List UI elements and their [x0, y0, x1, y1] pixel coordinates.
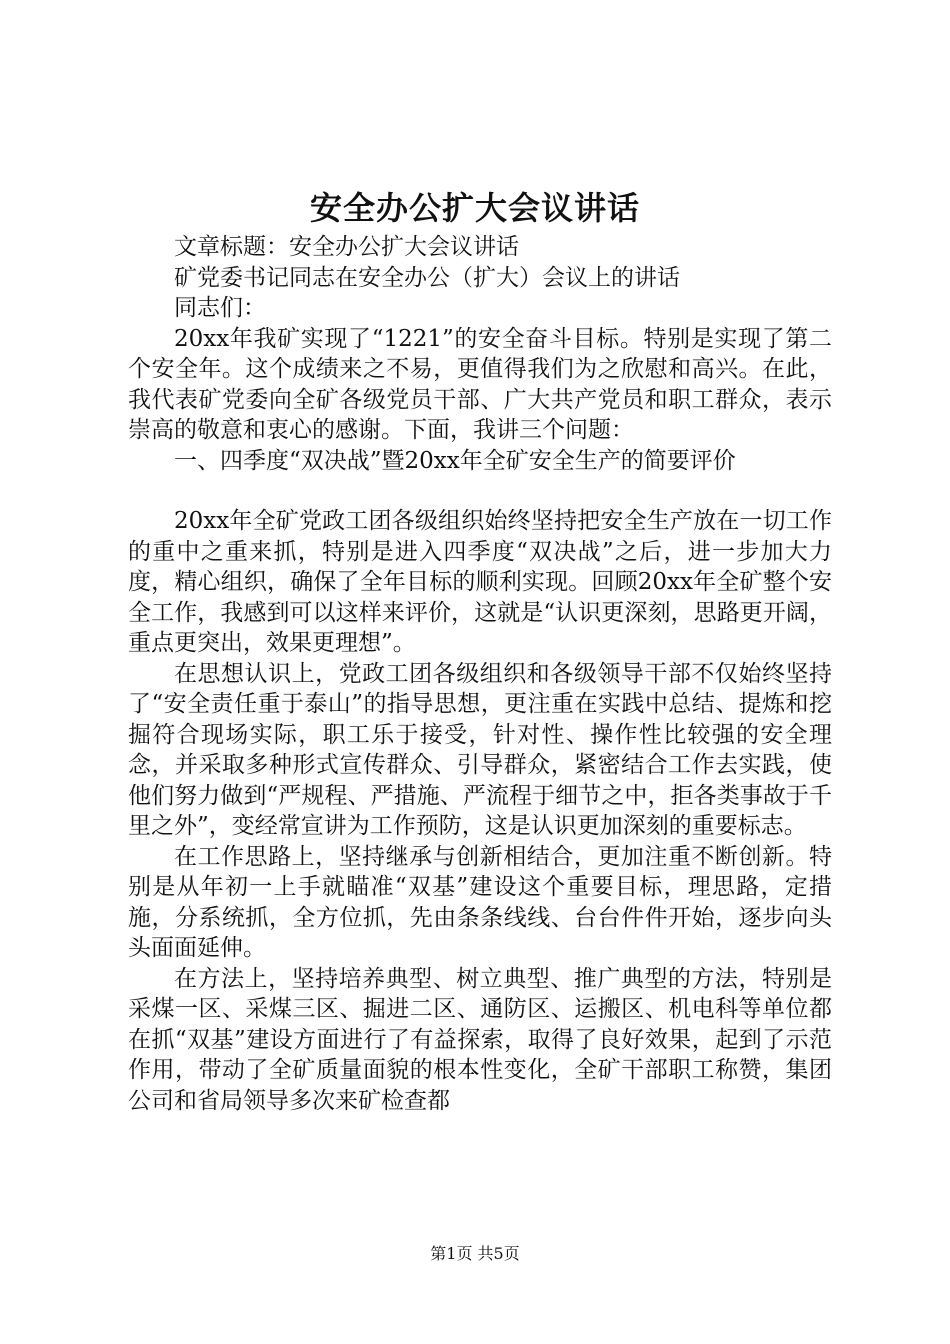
paragraph: 20xx年全矿党政工团各级组织始终坚持把安全生产放在一切工作的重中之重来抓，特别是进入四季度“双决战”之后，进一步加大力度，精心组织，确保了全年目标的顺利实现。回顾20xx年全矿整个安全工作，我感到可以这样来评价，这就是“认识更深刻，思路更开阔，重点更突出，效果更理想”。 [128, 508, 832, 656]
document-title: 安全办公扩大会议讲话 [309, 189, 640, 227]
document-body [128, 232, 832, 1116]
speech-subtitle: 矿党委书记同志在安全办公（扩大）会议上的讲话 [174, 264, 680, 291]
article-title-line: 文章标题：安全办公扩大会议讲话 [174, 234, 519, 260]
paragraph: 在思想认识上，党政工团各级组织和各级领导干部不仅始终坚持了“安全责任重于泰山”的指导思想，更注重在实践中总结、提炼和挖掘符合现场实际，职工乐于接受，针对性、操作性比较强的安全理念，并采取多种形式宣传群众、引导群众，紧密结合工作去实践，使他们努力做到“严规程、严措施、严流程于细节之中，拒各类事故于千里之外”，变经常宣讲为工作预防，这是认识更加深刻的重要标志。 [128, 660, 832, 839]
paragraph: 20xx年我矿实现了“1221”的安全奋斗目标。特别是实现了第二个安全年。这个成绩来之不易，更值得我们为之欣慰和高兴。在此，我代表矿党委向全矿各级党员干部、广大共产党员和职工群众，表示崇高的敬意和衷心的感谢。下面，我讲三个问题： [128, 325, 832, 443]
section-heading: 一、四季度“双决战”暨20xx年全矿安全生产的简要评价 [174, 447, 736, 474]
paragraph: 在工作思路上，坚持继承与创新相结合，更加注重不断创新。特别是从年初一上手就瞄准“双基”建设这个重要目标，理思路，定措施，分系统抓，全方位抓，先由条条线线、台台件件开始，逐步向头头面面延伸。 [128, 843, 832, 961]
paragraph: 在方法上，坚持培养典型、树立典型、推广典型的方法，特别是采煤一区、采煤三区、掘进二区、通防区、运搬区、机电科等单位都在抓“双基”建设方面进行了有益探索，取得了良好效果，起到了示范作用，带动了全矿质量面貌的根本性变化，全矿干部职工称赞，集团公司和省局领导多次来矿检查都 [128, 965, 832, 1114]
salutation: 同志们： [174, 295, 266, 321]
page-footer: 第1页 共5页 [430, 1244, 520, 1263]
